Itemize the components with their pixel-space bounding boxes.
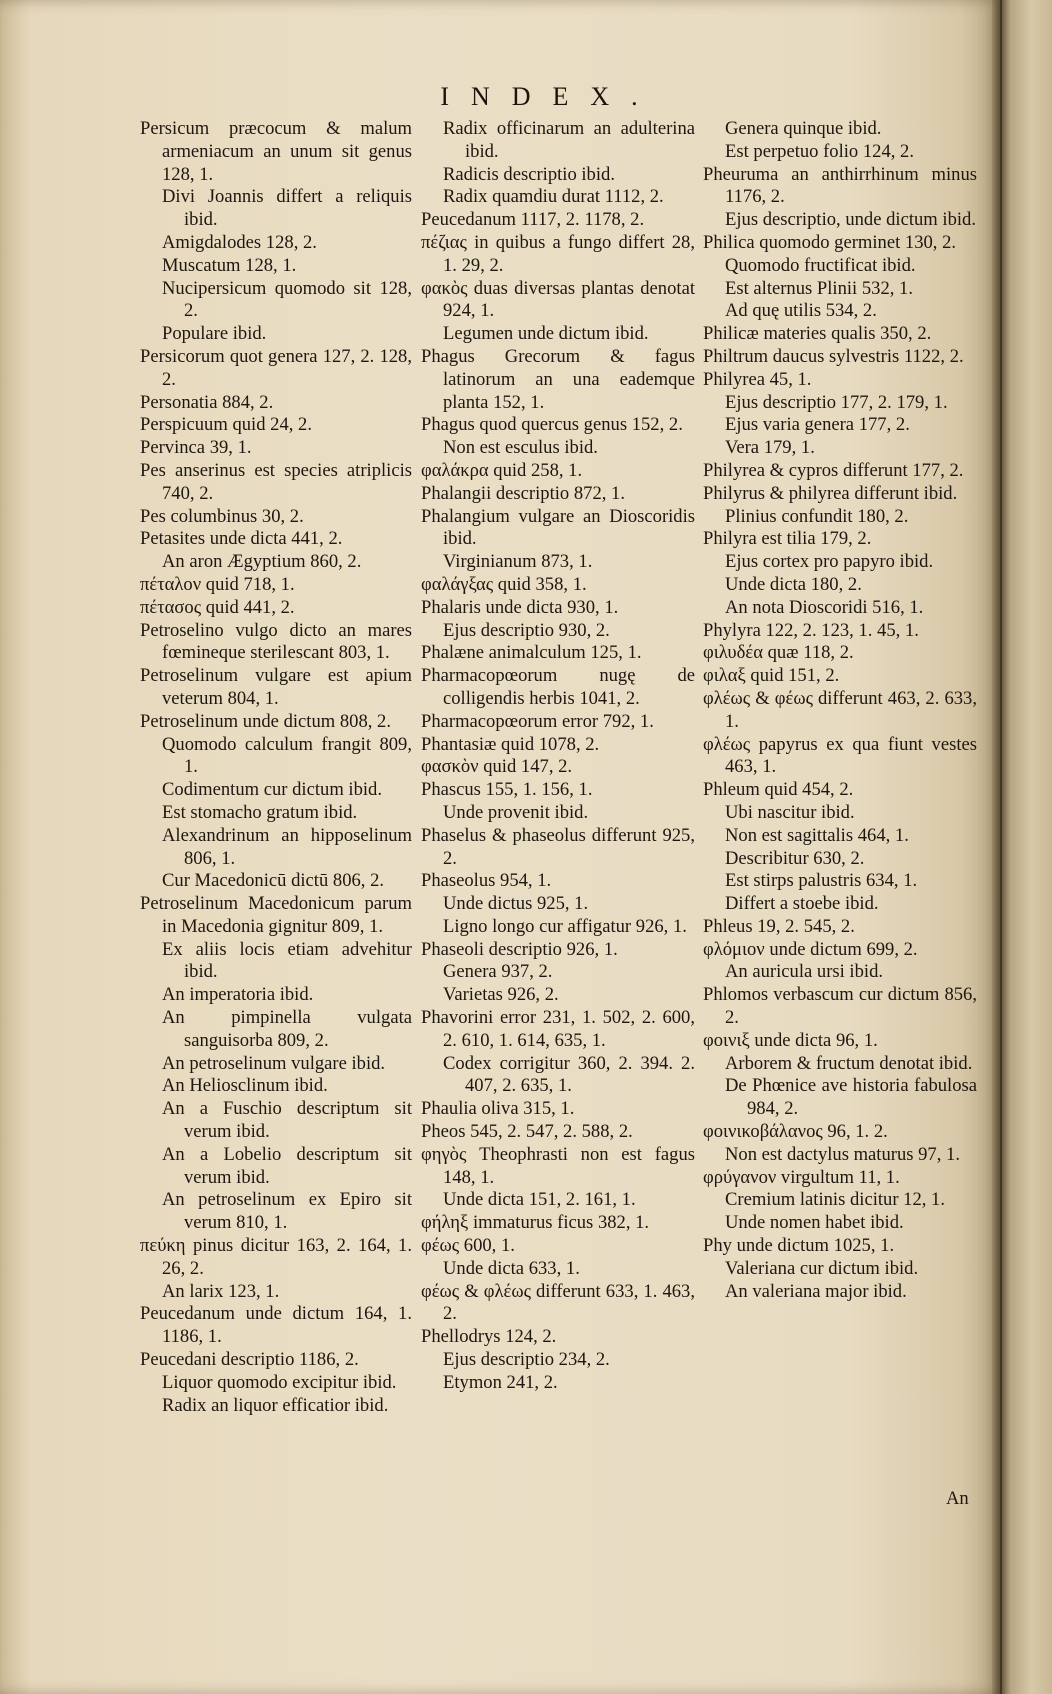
index-entry: Genera 937, 2. [443,961,553,983]
index-entry: φασκὸν quid 147, 2. [421,756,573,778]
index-entry: Ejus varia genera 177, 2. [725,414,910,436]
index-entry: An auricula ursi ibid. [725,961,884,983]
index-entry: Pes anserinus est species atriplicis 740, 2. [140,459,412,504]
index-entry: An petroselinum ex Epiro sit verum 810, 1. [162,1189,412,1234]
index-entry: Alexandrinum an hipposelinum 806, 1. [162,824,412,869]
index-entry: φλέως papyrus ex qua fiunt vestes 463, 1. [703,733,977,778]
index-entry: An a Lobelio descriptum sit verum ibid. [162,1143,412,1188]
index-entry: Unde dictus 925, 1. [443,893,589,915]
index-entry: Varietas 926, 2. [443,984,559,1006]
index-entry: Ubi nascitur ibid. [725,801,855,823]
index-entry: Divi Joannis differt a reliquis ibid. [162,186,412,231]
index-entry: Codex corrigitur 360, 2. 394. 2. 407, 2. 635, 1. [443,1052,695,1097]
index-entry: Phleus 19, 2. 545, 2. [703,915,855,937]
index-entry: Ligno longo cur affigatur 926, 1. [443,915,687,937]
index-entry: Ejus descriptio, unde dictum ibid. [725,209,976,231]
index-entry: Phantasiæ quid 1078, 2. [421,733,600,755]
index-column-2 [421,118,695,1395]
index-entry: Valeriana cur dictum ibid. [725,1257,919,1279]
index-entry: Non est esculus ibid. [443,437,598,459]
next-page-edge [1000,0,1052,1694]
index-entry: Differt a stoebe ibid. [725,893,879,915]
index-entry: Ejus cortex pro papyro ibid. [725,551,934,573]
index-entry: Radix officinarum an adulterina ibid. [443,118,695,162]
index-entry: Philyrea & cypros differunt 177, 2. [703,459,964,481]
index-entry: An a Fuschio descriptum sit verum ibid. [162,1098,412,1143]
gutter-shadow [992,0,1002,1694]
index-entry: Unde provenit ibid. [443,801,589,823]
index-entry: φλέως & φέως differunt 463, 2. 633, 1. [703,687,977,732]
index-entry: Ad quę utilis 534, 2. [725,300,877,322]
index-entry: Phylyra 122, 2. 123, 1. 45, 1. [703,619,919,641]
index-entry: Ejus descriptio 234, 2. [443,1349,610,1371]
index-entry: An petroselinum vulgare ibid. [162,1052,386,1074]
index-entry: Perspicuum quid 24, 2. [140,414,312,436]
index-entry: φέως & φλέως differunt 633, 1. 463, 2. [421,1280,695,1325]
index-entry: Cur Macedonicū dictū 806, 2. [162,870,385,892]
index-entry: Phalangii descriptio 872, 1. [421,482,625,504]
index-entry: Phascus 155, 1. 156, 1. [421,779,593,801]
index-entry: Petasites unde dicta 441, 2. [140,528,343,550]
index-entry: Phaseolus 954, 1. [421,870,552,892]
index-entry: De Phœnice ave historia fabulosa 984, 2. [725,1075,977,1120]
index-entry: Populare ibid. [162,323,267,345]
index-entry: Radicis descriptio ibid. [443,163,615,185]
index-entry: Phalangium vulgare an Dioscoridis ibid. [421,505,695,550]
index-entry: An larix 123, 1. [162,1280,280,1302]
index-entry: Pheos 545, 2. 547, 2. 588, 2. [421,1121,633,1143]
index-entry: Cremium latinis dicitur 12, 1. [725,1189,946,1211]
index-entry: Genera quinque ibid. [725,118,882,139]
index-entry: Est stirps palustris 634, 1. [725,870,918,892]
index-entry: φοινικοβάλανος 96, 1. 2. [703,1121,888,1143]
index-entry: φακὸς duas diversas plantas denotat 924, 1. [421,277,695,322]
index-entry: φιλαξ quid 151, 2. [703,665,840,687]
index-entry: Persicum præcocum & malum armeniacum an unum sit genus 128, 1. [140,118,412,185]
index-entry: Petroselino vulgo dicto an mares fœmineque sterilescant 803, 1. [140,619,412,664]
index-entry: Petroselinum unde dictum 808, 2. [140,710,391,732]
index-entry: Quomodo calculum frangit 809, 1. [162,733,412,778]
index-entry: An imperatoria ibid. [162,984,314,1006]
index-entry: Phaseoli descriptio 926, 1. [421,938,618,960]
index-entry: Philicæ materies qualis 350, 2. [703,323,932,345]
index-entry: φρύγανον virgultum 11, 1. [703,1166,900,1188]
index-entry: Unde dicta 180, 2. [725,573,862,595]
index-entry: Arborem & fructum denotat ibid. [725,1052,973,1074]
index-entry: φέως 600, 1. [421,1235,515,1257]
index-entry: Phavorini error 231, 1. 502, 2. 600, 2. 610, 1. 614, 635, 1. [421,1007,695,1051]
index-entry: An pimpinella vulgata sanguisorba 809, 2. [162,1007,412,1051]
index-entry: An nota Dioscoridi 516, 1. [725,596,924,618]
index-entry: Pharmacopœorum error 792, 1. [421,710,654,732]
index-entry: Est alternus Plinii 532, 1. [725,277,913,299]
index-entry: Legumen unde dictum ibid. [443,323,649,345]
index-entry: Ejus descriptio 930, 2. [443,619,610,641]
index-entry: Pes columbinus 30, 2. [140,505,304,527]
index-entry: Philtrum daucus sylvestris 1122, 2. [703,345,964,367]
index-entry: Virginianum 873, 1. [443,551,593,573]
index-entry: Radix an liquor efficatior ibid. [162,1394,389,1416]
index-entry: φαλάγξας quid 358, 1. [421,573,587,595]
index-entry: Phalaris unde dicta 930, 1. [421,596,619,618]
index-entry: Philyrea 45, 1. [703,368,812,390]
index-entry: Est stomacho gratum ibid. [162,801,358,823]
index-entry: Peucedanum unde dictum 164, 1. 1186, 1. [140,1303,412,1348]
index-entry: Phagus Grecorum & fagus latinorum an una eademque planta 152, 1. [421,345,695,413]
index-entry: Phlomos verbascum cur dictum 856, 2. [703,984,977,1029]
index-entry: Philica quomodo germinet 130, 2. [703,231,957,253]
index-entry: Etymon 241, 2. [443,1371,558,1393]
index-entry: πέζιας in quibus a fungo differt 28, 1. 29, 2. [421,231,695,276]
index-entry: Est perpetuo folio 124, 2. [725,140,915,162]
index-entry: φηγὸς Theophrasti non est fagus 148, 1. [421,1143,695,1188]
index-entry: φλόμιον unde dictum 699, 2. [703,938,918,960]
index-entry: Unde dicta 633, 1. [443,1257,580,1279]
index-entry: φήληξ immaturus ficus 382, 1. [421,1212,650,1234]
index-entry: Unde dicta 151, 2. 161, 1. [443,1189,636,1211]
index-entry: Radix quamdiu durat 1112, 2. [443,186,664,208]
page-header: INDEX. [440,82,660,111]
index-entry: Philyra est tilia 179, 2. [703,528,872,550]
index-entry: An Heliosclinum ibid. [162,1075,328,1097]
index-entry: Pharmacopœorum nugę de colligendis herbis 1041, 2. [421,665,695,709]
index-entry: Peucedani descriptio 1186, 2. [140,1349,359,1371]
index-entry: An aron Ægyptium 860, 2. [162,551,362,573]
index-entry: Phy unde dictum 1025, 1. [703,1235,895,1257]
index-entry: Phleum quid 454, 2. [703,779,854,801]
index-entry: Amigdalodes 128, 2. [162,231,317,253]
index-entry: πέταλον quid 718, 1. [140,573,295,595]
index-entry: Petroselinum Macedonicum parum in Macedonia gignitur 809, 1. [140,893,412,937]
index-entry: Muscatum 128, 1. [162,254,297,276]
index-entry: πεύκη pinus dicitur 163, 2. 164, 1. 26, 2. [140,1235,412,1279]
index-entry: πέτασος quid 441, 2. [140,596,295,618]
index-column-1 [140,118,412,1417]
catchword: An [946,1488,969,1509]
index-entry: Non est dactylus maturus 97, 1. [725,1143,960,1165]
index-entry: Phaselus & phaseolus differunt 925, 2. [421,824,695,869]
index-entry: Quomodo fructificat ibid. [725,254,916,276]
index-entry: Phellodrys 124, 2. [421,1326,557,1348]
index-entry: Vera 179, 1. [725,437,815,459]
index-entry: Codimentum cur dictum ibid. [162,779,383,801]
index-entry: φιλυδέα quæ 118, 2. [703,642,854,664]
index-entry: Philyrus & philyrea differunt ibid. [703,482,958,504]
index-entry: Phalæne animalculum 125, 1. [421,642,642,664]
index-entry: Ex aliis locis etiam advehitur ibid. [162,938,412,983]
index-entry: φοινιξ unde dicta 96, 1. [703,1029,878,1051]
index-entry: Plinius confundit 180, 2. [725,505,909,527]
index-entry: Personatia 884, 2. [140,391,274,413]
index-entry: Phagus quod quercus genus 152, 2. [421,414,683,436]
index-entry: Persicorum quot genera 127, 2. 128, 2. [140,345,412,390]
index-entry: An valeriana major ibid. [725,1280,907,1302]
index-entry: Pervinca 39, 1. [140,437,252,459]
index-entry: Describitur 630, 2. [725,847,865,869]
index-entry: Phaulia oliva 315, 1. [421,1098,575,1120]
index-entry: φαλάκρα quid 258, 1. [421,459,583,481]
index-entry: Ejus descriptio 177, 2. 179, 1. [725,391,948,413]
index-entry: Nucipersicum quomodo sit 128, 2. [162,277,412,322]
index-column-3 [703,118,977,1303]
index-entry: Petroselinum vulgare est apium veterum 804, 1. [140,665,412,709]
index-entry: Unde nomen habet ibid. [725,1212,904,1234]
index-entry: Non est sagittalis 464, 1. [725,824,909,846]
index-entry: Peucedanum 1117, 2. 1178, 2. [421,209,645,231]
index-entry: Liquor quomodo excipitur ibid. [162,1371,397,1393]
index-entry: Pheuruma an anthirrhinum minus 1176, 2. [703,163,977,208]
